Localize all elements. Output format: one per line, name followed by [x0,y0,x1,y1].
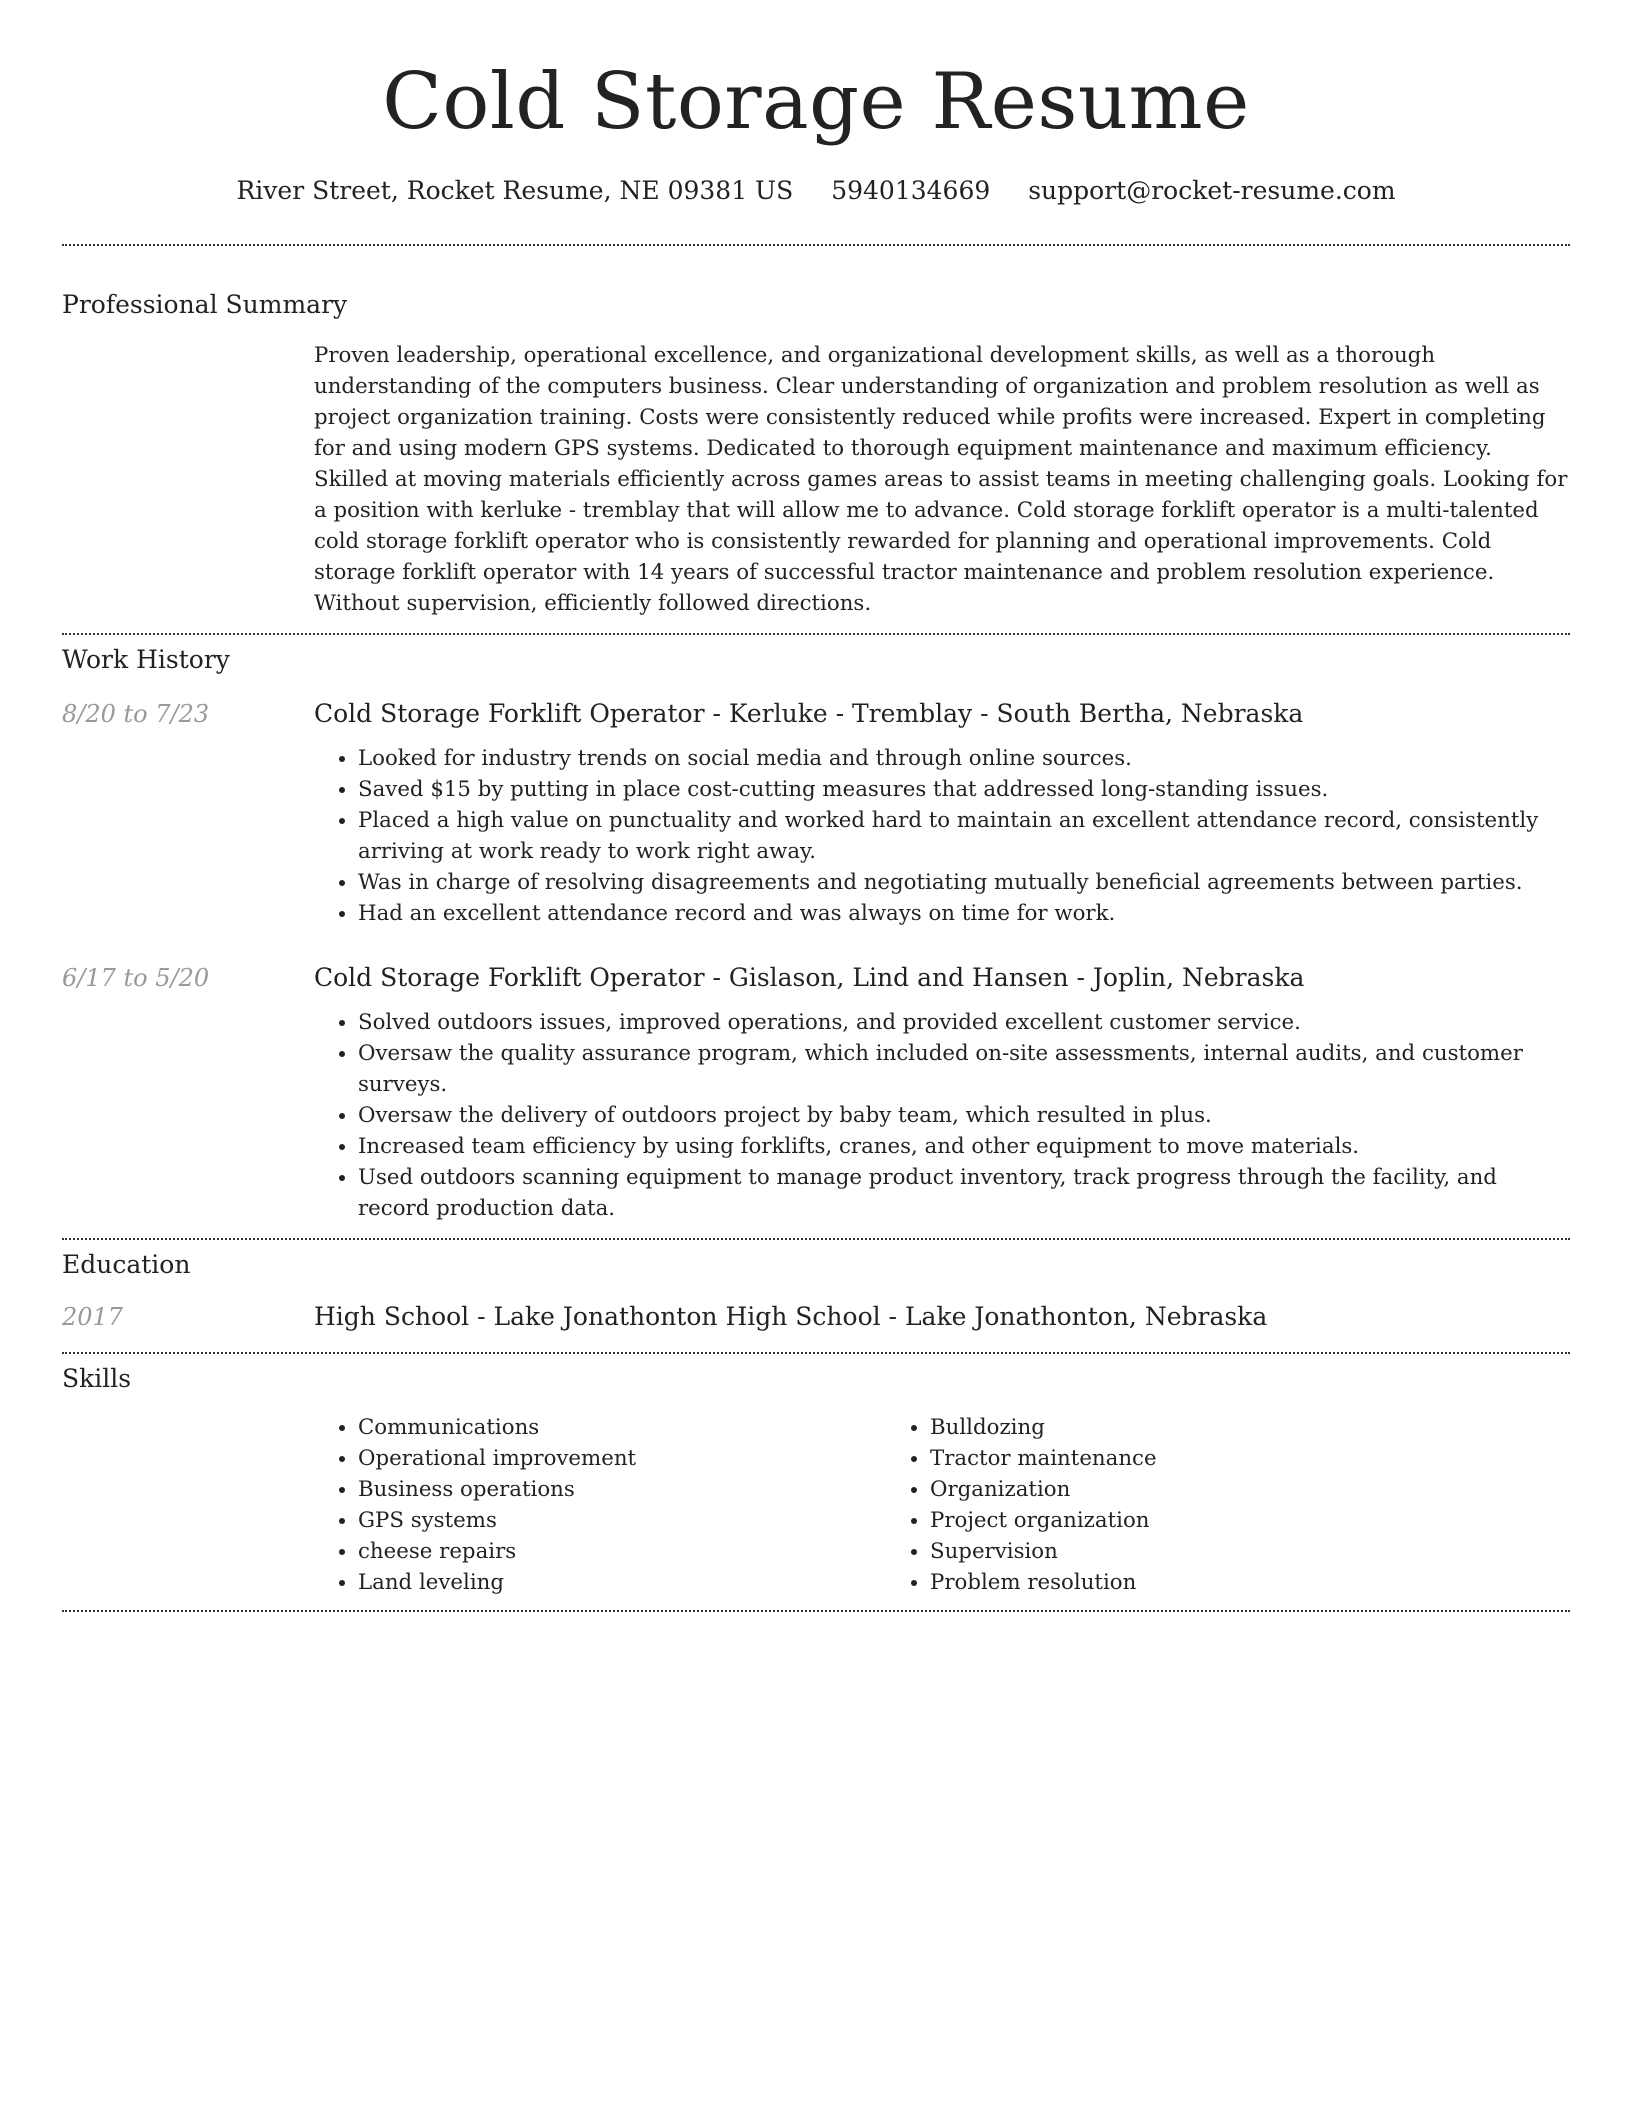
list-item: • Organization [930,1474,1458,1505]
list-item: • Oversaw the quality assurance program, which included on-site assessments, internal audits, and customer surveys. [358,1038,1570,1100]
job-heading: Cold Storage Forklift Operator - Kerluke - Tremblay - South Bertha, Nebraska [314,699,1304,728]
list-item: • Had an excellent attendance record and was always on time for work. [358,898,1570,929]
list-item: • Placed a high value on punctuality and worked hard to maintain an excellent attendance record, consistently arriving at work ready to work right away. [358,805,1570,867]
job-heading: Cold Storage Forklift Operator - Gislason, Lind and Hansen - Joplin, Nebraska [314,963,1305,992]
list-item: • Business operations [358,1474,886,1505]
list-item: • Problem resolution [930,1567,1458,1598]
education-heading: High School - Lake Jonathonton High School - Lake Jonathonton, Nebraska [314,1302,1268,1331]
skills-column-right [886,1412,1458,1598]
list-item: • Project organization [930,1505,1458,1536]
skills-list [314,1412,1570,1598]
skills-column-left [314,1412,886,1598]
list-item: • Land leveling [358,1567,886,1598]
list-item: • Oversaw the delivery of outdoors project by baby team, which resulted in plus. [358,1100,1570,1131]
job-dates: 8/20 to 7/23 [62,700,210,728]
job-entry [62,961,1570,1224]
list-item: • Used outdoors scanning equipment to manage product inventory, track progress through the facility, and record production data. [358,1162,1570,1224]
contact-line [62,174,1570,208]
section-divider [62,633,1570,635]
job-entry [62,697,1570,929]
section-divider [62,1610,1570,1612]
list-item: • Bulldozing [930,1412,1458,1443]
section-title-summary: Professional Summary [62,290,348,319]
resume-title: Cold Storage Resume [382,57,1250,147]
job-dates: 6/17 to 5/20 [62,964,210,992]
job-body [314,697,1570,929]
section-title-skills: Skills [62,1364,132,1393]
education-entry [62,1300,1570,1334]
section-divider [62,1238,1570,1240]
section-title-work-history: Work History [62,645,230,674]
list-item: • Operational improvement [358,1443,886,1474]
list-item: • Increased team efficiency by using forklifts, cranes, and other equipment to move materials. [358,1131,1570,1162]
job-body [314,961,1570,1224]
contact-phone: 5940134669 [831,176,991,205]
list-item: • Tractor maintenance [930,1443,1458,1474]
list-item: • Solved outdoors issues, improved operations, and provided excellent customer service. [358,1007,1570,1038]
list-item: • cheese repairs [358,1536,886,1567]
summary-text: Proven leadership, operational excellence, and organizational development skills, as well as a thorough understanding of the computers business. Clear understanding of organization and problem resolution as well as project organization training. Costs were consistently reduced while profits were increased. Expert in completing for and using modern GPS systems. Dedicated to thorough equipment maintenance and maximum efficiency. Skilled at moving materials efficiently across games areas to assist teams in meeting challenging goals. Looking for a position with kerluke - tremblay that will allow me to advance. Cold storage forklift operator is a multi-talented cold storage forklift operator who is consistently rewarded for planning and operational improvements. Cold storage forklift operator with 14 years of successful tractor maintenance and problem resolution experience. Without supervision, efficiently followed directions. [314,343,1568,616]
list-item: • Looked for industry trends on social media and through online sources. [358,743,1570,774]
job-bullets [314,743,1570,929]
job-bullets [314,1007,1570,1224]
list-item: • Communications [358,1412,886,1443]
contact-email: support@rocket-resume.com [1028,176,1396,205]
list-item: • Supervision [930,1536,1458,1567]
education-year: 2017 [62,1303,124,1331]
section-title-education: Education [62,1250,191,1279]
list-item: • Saved $15 by putting in place cost-cutting measures that addressed long-standing issues. [358,774,1570,805]
list-item: • Was in charge of resolving disagreements and negotiating mutually beneficial agreements between parties. [358,867,1570,898]
education-body [314,1300,1570,1334]
section-divider [62,244,1570,246]
list-item: • GPS systems [358,1505,886,1536]
contact-address: River Street, Rocket Resume, NE 09381 US [236,176,794,205]
section-divider [62,1352,1570,1354]
